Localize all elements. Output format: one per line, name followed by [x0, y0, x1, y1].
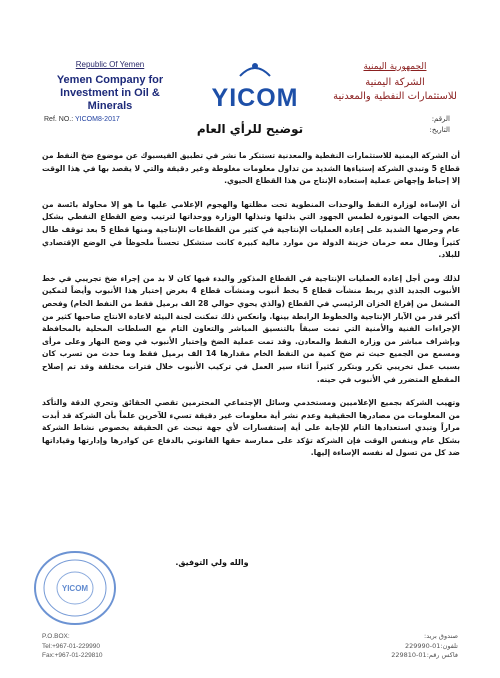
- republic-en: Republic Of Yemen: [75, 60, 145, 69]
- footer-contact-ar: [391, 632, 458, 661]
- english-letterhead: [40, 60, 180, 113]
- number-label-ar: الرقم:: [431, 115, 450, 123]
- company-name-ar-line2: للاستثمارات النفطية والمعدنية: [333, 91, 457, 102]
- company-stamp-icon: [30, 548, 120, 628]
- paragraph-4: وتهيب الشركة بجميع الإعلاميين ومستخدمي وسائل الإجتماعي المحترمين تقصي الحقائق وتحري الدقة والتأكد من المعلومات من مصادرها الحقيقية وعدم نشر أية معلومات غير دقيقة تسيء للآخرين علماً بأن الشركة قد أبدت مراراً وتبدي استعدادها التام للإجابة على أية إستفسارات لأي جهة تبحث عن الحقيقة بخصوص نشاط الشركة بشكل عام وينفس الوقت فإن الشركة تؤكد على ممارسة حقها القانوني بالدفاع عن كوادرها وإدارتها وقياداتها ضد كل من تسول له نفسه الإساءة إليها.: [42, 398, 460, 458]
- statement-body: [42, 150, 460, 471]
- footer-fax-ar: فاكس رقم:01-229810: [391, 651, 458, 659]
- yicom-logo: [210, 58, 300, 113]
- logo-text: YICOM: [211, 84, 299, 112]
- ref-value: YICOM8-2017: [75, 116, 120, 123]
- footer-pobox-ar: صندوق بريد:: [424, 632, 458, 640]
- footer-tel-en: Tel:+967-01-229990: [42, 642, 101, 650]
- ref-label: Ref. NO.:: [44, 116, 74, 123]
- republic-ar: الجمهورية اليمنية: [363, 62, 427, 72]
- page-title: توضيح للرأي العام: [196, 122, 304, 136]
- footer-tel-ar: تلفون:01-229990: [404, 641, 458, 650]
- arabic-letterhead: [325, 62, 465, 104]
- company-name-en-line1: Yemen Company for: [56, 74, 164, 86]
- footer-fax-en: Fax:+967-01-229810: [42, 652, 103, 659]
- closing-line: والله ولي التوفيق.: [175, 558, 249, 567]
- company-name-ar-line1: الشركة اليمنية: [365, 77, 425, 88]
- paragraph-2: أن الإساءة لوزارة النفط والوحدات المنطوية تحت مظلتها والهجوم الإعلامي عليها ما هو إلا محاولة بائسة من بعض الجهات الموتورة لطمس الجهود التي بذلتها وتبذلها الوزارة ووحداتها لترتيب وضع القطاع النفطي بشكل عام وحرصها الشديد على إعادة العمليات الإنتاجية في كثير من القطاعات الإنتاجية ومنها قطاع 5 بعد توقف طال كثيراً وطال معه حرمان خزينة الدولة من موارد مالية كبيرة كانت ستشكل تحسناً ملحوظاً في الوضع الإقتصادي للبلاد.: [42, 199, 460, 260]
- footer-pobox-en: P.O.BOX:: [42, 633, 70, 640]
- company-name-en-line2: Investment in Oil & Minerals: [60, 87, 160, 112]
- date-label-ar: التاريخ:: [429, 126, 450, 134]
- paragraph-1: أن الشركة اليمنية للاستثمارات النفطية والمعدنية تستنكر ما نشر في تطبيق الفيسبوك عن موضوع ضخ النفط من قطاع 5 وتبدي الشركة إستياءها الشديد من تداول معلومات مغلوطة وغير دقيقة والتي لا يقصد بها في هذا الوقت إلا إحباط وإجهاض عملية إستعادة الإنتاج من هذا القطاع الحيوي.: [42, 151, 460, 186]
- paragraph-3: لذلك ومن أجل إعادة العمليات الإنتاجية في القطاع المذكور والبدء فيها كان لا بد من إجراء ضخ تجريبي في خط الأنبوب الجديد الذي يربط منشآت قطاع 5 بخط أنبوب ومنشآت قطاع 4 بغرض إختبار هذا الأنبوب وأيضاً لتمكين المشغل من إفراغ الخزان الرئيسي في القطاع (والذي يحوي حوالي 28 الف برميل فقط من النفط الخام) وفحص أكبر قدر من الآبار الإنتاجية والخطوط الرابطة بينها. وانعكس ذلك تمكنت لجنة البيئة لاعادة الانتاج صاحبها كثير من الإجراءات الفنية والأمنية التي تمت سبقاً بالتنسيق المباشر والتعاون التام مع السلطات المحلية بالمحافظة وبإشراف مباشر من وزارة النفط والمعادن. وقد تمت عملية الضخ وإختبار الأنبوب في وضح النهار وعلى مرأى ومسمع من الجميع حيث تم ضخ كمية من النفط الخام مقدارها 14 الف برميل فقط وما حدث من تسرب كان بسبب عمل تخريبي تكرر وبتكرر كثيراً اثناء سير العمل في تركيب الأنبوب خلال فترات مختلفة وقد تم إصلاح المقطع المتضرر في الأنبوب في حينه.: [42, 273, 461, 384]
- stamp-text: YICOM: [61, 584, 89, 593]
- footer-contact-en: [42, 632, 103, 661]
- logo-arc-icon: [210, 58, 300, 80]
